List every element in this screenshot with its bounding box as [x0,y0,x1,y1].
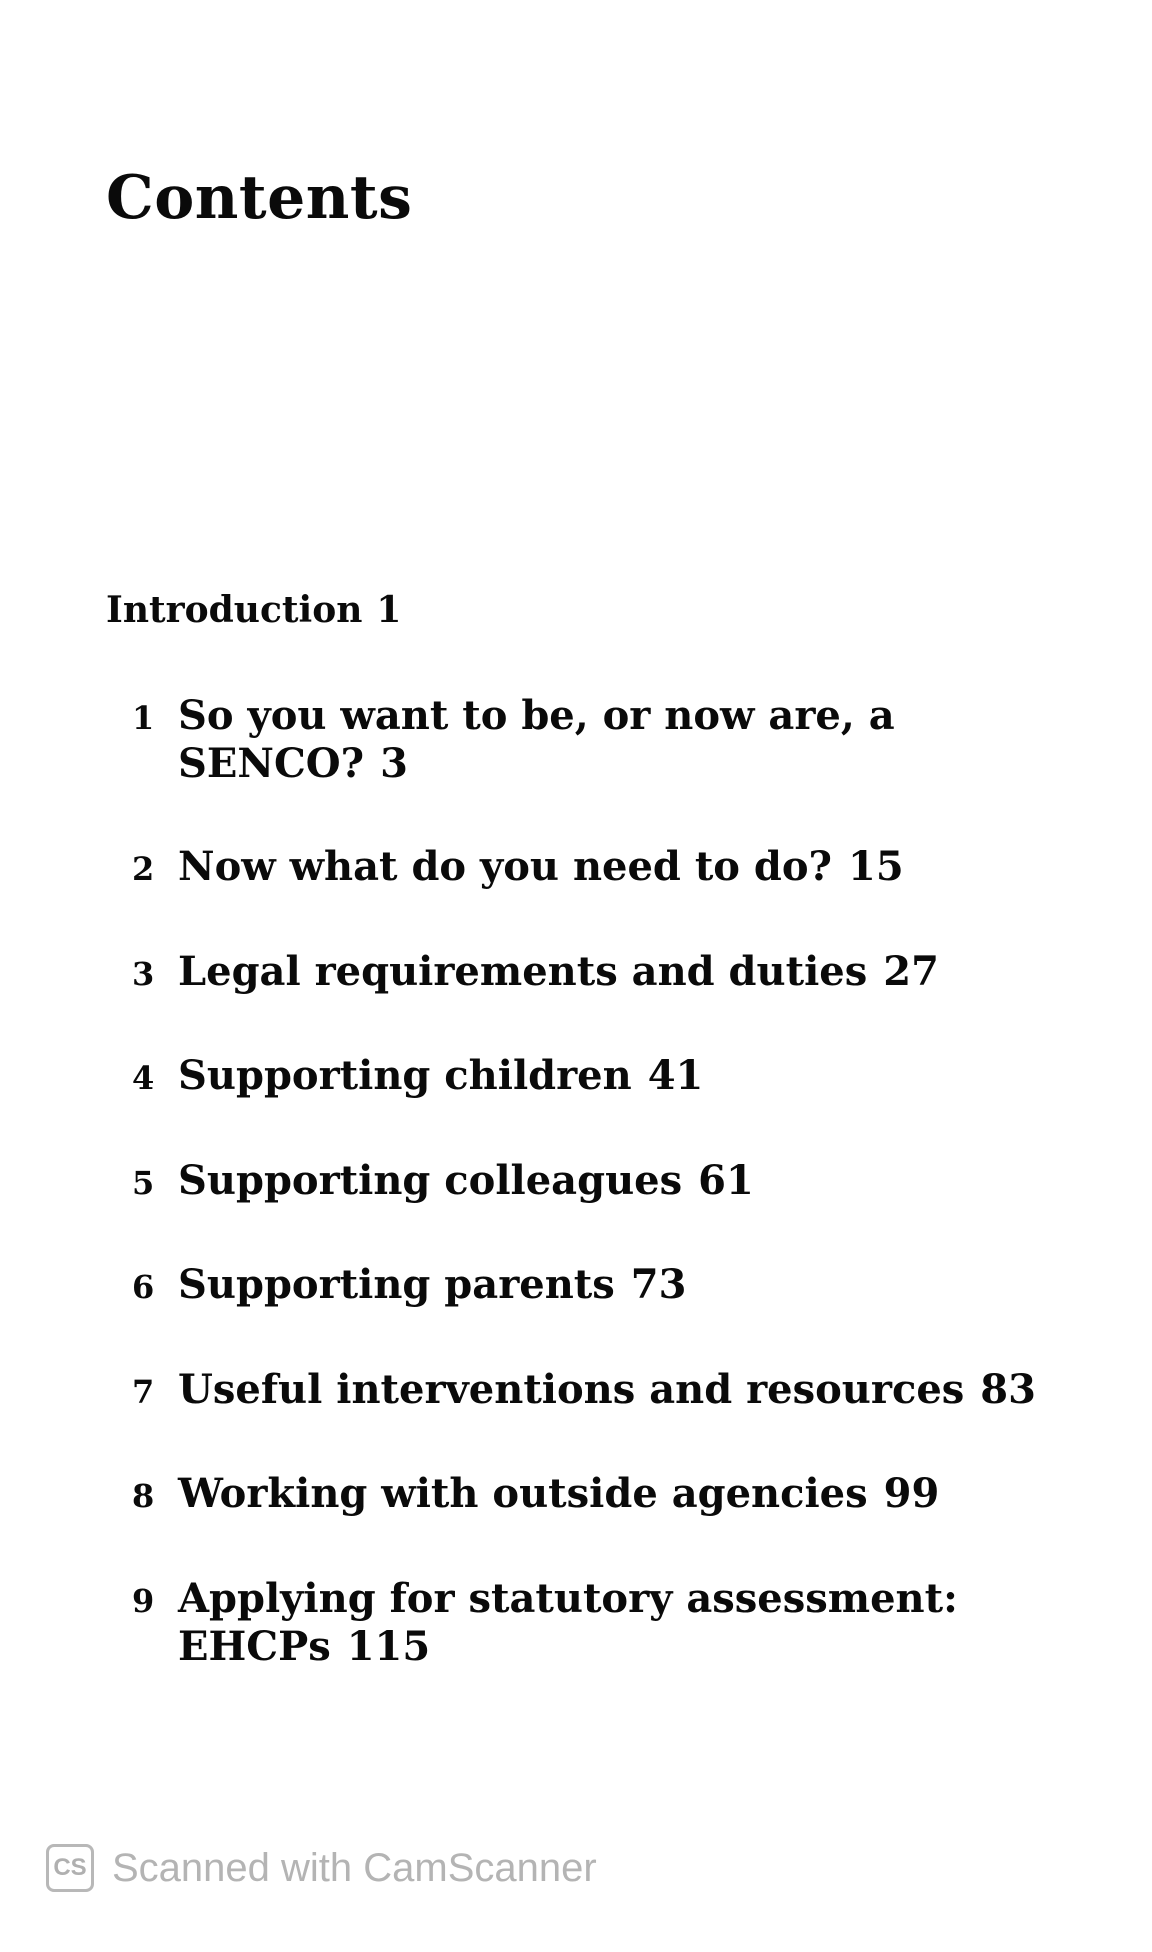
toc-entry [132,1261,686,1309]
toc-entry-number: 8 [132,1477,155,1515]
toc-entry-title-line: Now what do you need to do? [178,843,832,890]
toc-entry-page: 73 [630,1261,687,1308]
toc-entry-title [178,1575,958,1671]
toc-entry-title-line [178,1623,958,1671]
toc-entry-title [178,1470,939,1518]
toc-entry [132,1157,754,1205]
toc-entry-number: 2 [132,850,155,888]
toc-entry-number: 1 [132,699,155,737]
toc-entry-page: 27 [883,948,939,995]
toc-entry-number: 4 [132,1059,155,1097]
toc-entry-title [178,1052,703,1100]
toc-entry-title-line2: SENCO? [178,740,365,787]
toc-introduction-label: Introduction [106,589,363,631]
toc-entry-page: 115 [346,1623,431,1670]
toc-entry-title-line: Supporting children [178,1052,632,1099]
toc-entry-title-line [178,740,895,788]
toc-entry [132,692,895,788]
toc-entry-page: 3 [380,740,408,787]
toc-introduction-page: 1 [376,589,402,631]
toc-entry-title [178,1261,686,1309]
camscanner-watermark [46,1844,597,1892]
toc-entry-number: 7 [132,1373,155,1411]
toc-entry-number: 9 [132,1582,155,1620]
toc-entry-number: 5 [132,1164,155,1202]
toc-entry-title [178,692,895,788]
toc-entry-title [178,1157,754,1205]
toc-entry [132,843,904,891]
toc-entry-title-line: Legal requirements and duties [178,948,868,995]
toc-entry-number: 3 [132,955,155,993]
camscanner-logo-icon: CS [46,1844,94,1892]
toc-entry-page: 99 [883,1470,940,1517]
toc-entry-title-line: Working with outside agencies [178,1470,868,1517]
toc-entry [132,1366,1036,1414]
toc-entry [132,1470,939,1518]
toc-entry-title-line: So you want to be, or now are, a [178,692,895,739]
toc-entry-title [178,948,939,996]
toc-entry-title-line: Supporting colleagues [178,1157,683,1204]
toc-entry-page: 41 [647,1052,704,1099]
toc-entry-title-line: Applying for statutory assessment: [178,1575,958,1622]
toc-entry-page: 15 [847,843,904,890]
toc-entry [132,948,939,996]
toc-entry-title-line: Useful interventions and resources [178,1366,965,1413]
toc-entry [132,1575,958,1671]
page-title: Contents [106,163,413,233]
toc-entry-number: 6 [132,1268,155,1306]
toc-entry-page: 83 [980,1366,1036,1413]
toc-introduction [106,589,402,631]
toc-entry-title-line: Supporting parents [178,1261,615,1308]
watermark-text: Scanned with CamScanner [112,1845,597,1890]
toc-entry-title-line2: EHCPs [178,1623,331,1670]
toc-entry [132,1052,703,1100]
toc-entry-page: 61 [698,1157,754,1204]
toc-entry-title [178,1366,1036,1414]
toc-entry-title [178,843,904,891]
